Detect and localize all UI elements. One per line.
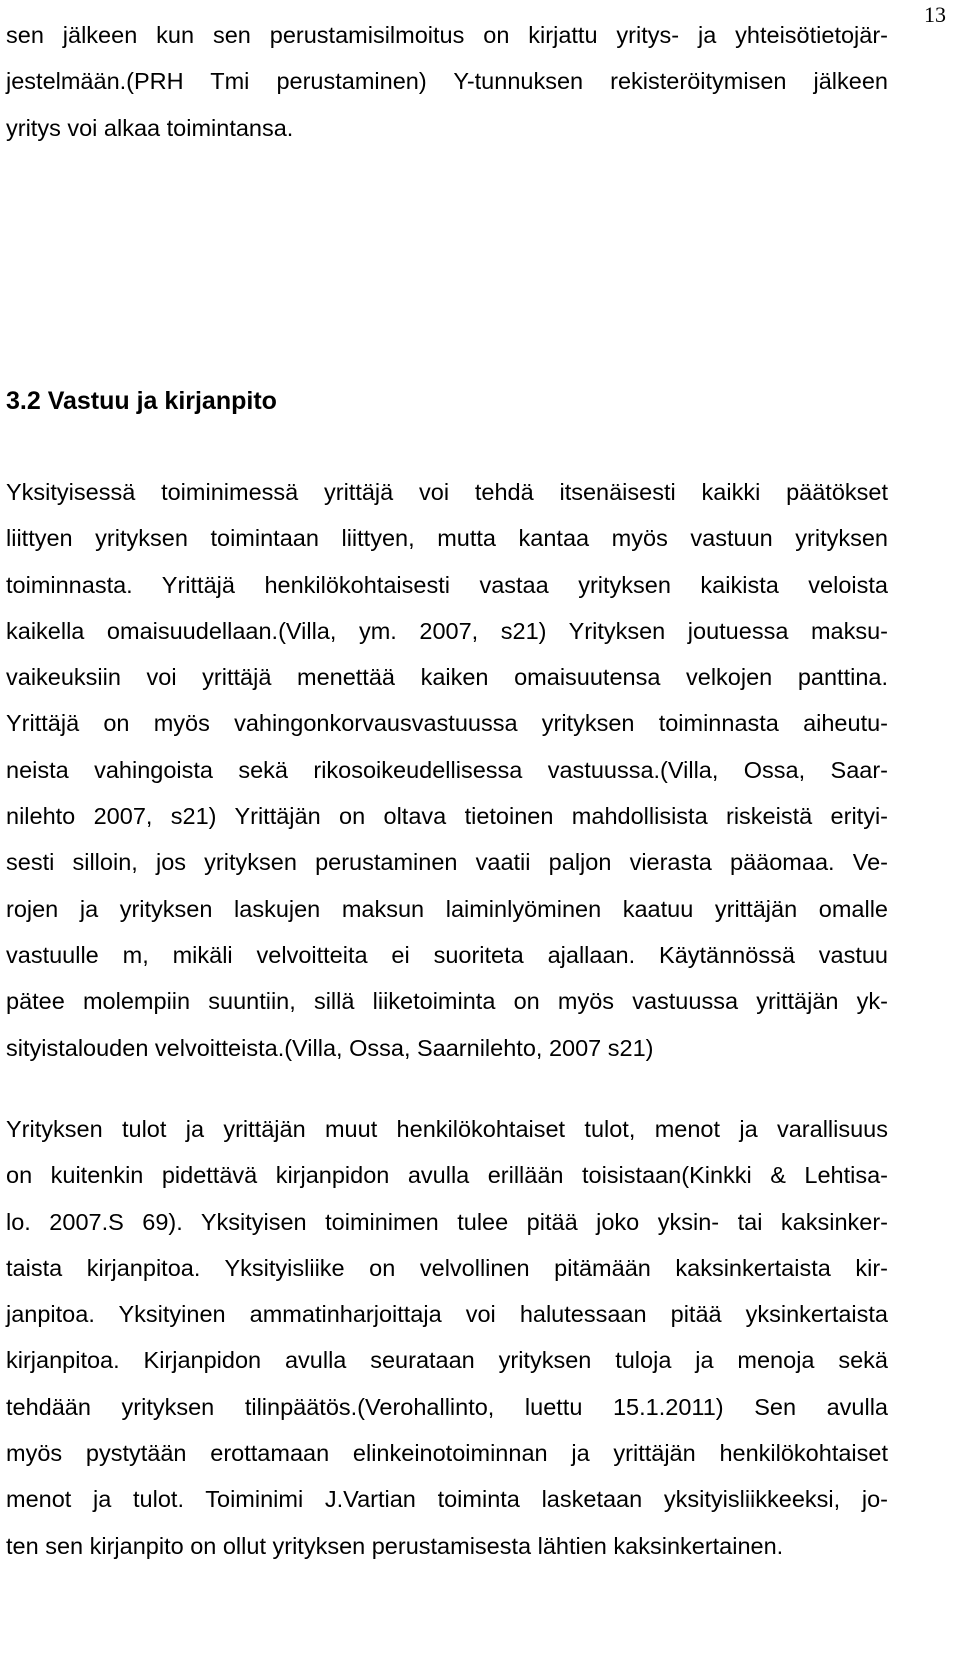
paragraph-line: menot ja tulot. Toiminimi J.Vartian toiminta lasketaan yksityisliikkeeksi, jo- xyxy=(6,1486,888,1513)
paragraph-line: taista kirjanpitoa. Yksityisliike on velvollinen pitämään kaksinkertaista kir- xyxy=(6,1254,888,1281)
paragraph-line: sityistalouden velvoitteista.(Villa, Ossa, Saarnilehto, 2007 s21) xyxy=(6,1034,654,1061)
paragraph-line: on kuitenkin pidettävä kirjanpidon avulla erillään toisistaan(Kinkki & Lehtisa- xyxy=(6,1162,888,1189)
paragraph-line: vastuulle m, mikäli velvoitteita ei suoriteta ajallaan. Käytännössä vastuu xyxy=(6,941,888,968)
paragraph-line: tehdään yrityksen tilinpäätös.(Verohallinto, luettu 15.1.2011) Sen avulla xyxy=(6,1393,888,1420)
intro-paragraph xyxy=(6,12,888,151)
section-heading: 3.2 Vastuu ja kirjanpito xyxy=(6,387,277,415)
paragraph-line: lo. 2007.S 69). Yksityisen toiminimen tulee pitää joko yksin- tai kaksinker- xyxy=(6,1208,888,1235)
paragraph-responsibility xyxy=(6,469,888,1071)
paragraph-line: sesti silloin, jos yrityksen perustaminen vaatii paljon vierasta pääomaa. Ve- xyxy=(6,849,888,876)
paragraph-line: janpitoa. Yksityinen ammatinharjoittaja voi halutessaan pitää yksinkertaista xyxy=(6,1301,888,1328)
intro-line: jestelmään.(PRH Tmi perustaminen) Y-tunnuksen rekisteröitymisen jälkeen xyxy=(6,68,888,95)
paragraph-line: Yksityisessä toiminimessä yrittäjä voi tehdä itsenäisesti kaikki päätökset xyxy=(6,479,888,505)
paragraph-line: ten sen kirjanpito on ollut yrityksen perustamisesta lähtien kaksinkertainen. xyxy=(6,1532,784,1559)
paragraph-line: pätee molempiin suuntiin, sillä liiketoiminta on myös vastuussa yrittäjän yk- xyxy=(6,988,888,1015)
paragraph-line: neista vahingoista sekä rikosoikeudellisessa vastuussa.(Villa, Ossa, Saar- xyxy=(6,756,888,783)
paragraph-line: Yrityksen tulot ja yrittäjän muut henkilökohtaiset tulot, menot ja varallisuus xyxy=(6,1116,888,1142)
paragraph-line: nilehto 2007, s21) Yrittäjän on oltava tietoinen mahdollisista riskeistä erityi- xyxy=(6,803,888,830)
paragraph-bookkeeping xyxy=(6,1106,888,1569)
paragraph-line: vaikeuksiin voi yrittäjä menettää kaiken omaisuutensa velkojen panttina. xyxy=(6,664,888,691)
paragraph-line: kaikella omaisuudellaan.(Villa, ym. 2007, s21) Yrityksen joutuessa maksu- xyxy=(6,617,888,644)
page-number: 13 xyxy=(924,2,946,27)
paragraph-line: liittyen yrityksen toimintaan liittyen, mutta kantaa myös vastuun yrityksen xyxy=(6,525,888,552)
paragraph-line: rojen ja yrityksen laskujen maksun laiminlyöminen kaatuu yrittäjän omalle xyxy=(6,895,888,922)
paragraph-line: Yrittäjä on myös vahingonkorvausvastuussa yrityksen toiminnasta aiheutu- xyxy=(6,710,888,737)
intro-line: yritys voi alkaa toimintansa. xyxy=(6,114,294,141)
paragraph-line: myös pystytään erottamaan elinkeinotoiminnan ja yrittäjän henkilökohtaiset xyxy=(6,1440,888,1467)
paragraph-line: toiminnasta. Yrittäjä henkilökohtaisesti vastaa yrityksen kaikista veloista xyxy=(6,571,888,598)
paragraph-line: kirjanpitoa. Kirjanpidon avulla seurataan yrityksen tuloja ja menoja sekä xyxy=(6,1347,888,1374)
intro-line: sen jälkeen kun sen perustamisilmoitus on kirjattu yritys- ja yhteisötietojär- xyxy=(6,22,888,48)
